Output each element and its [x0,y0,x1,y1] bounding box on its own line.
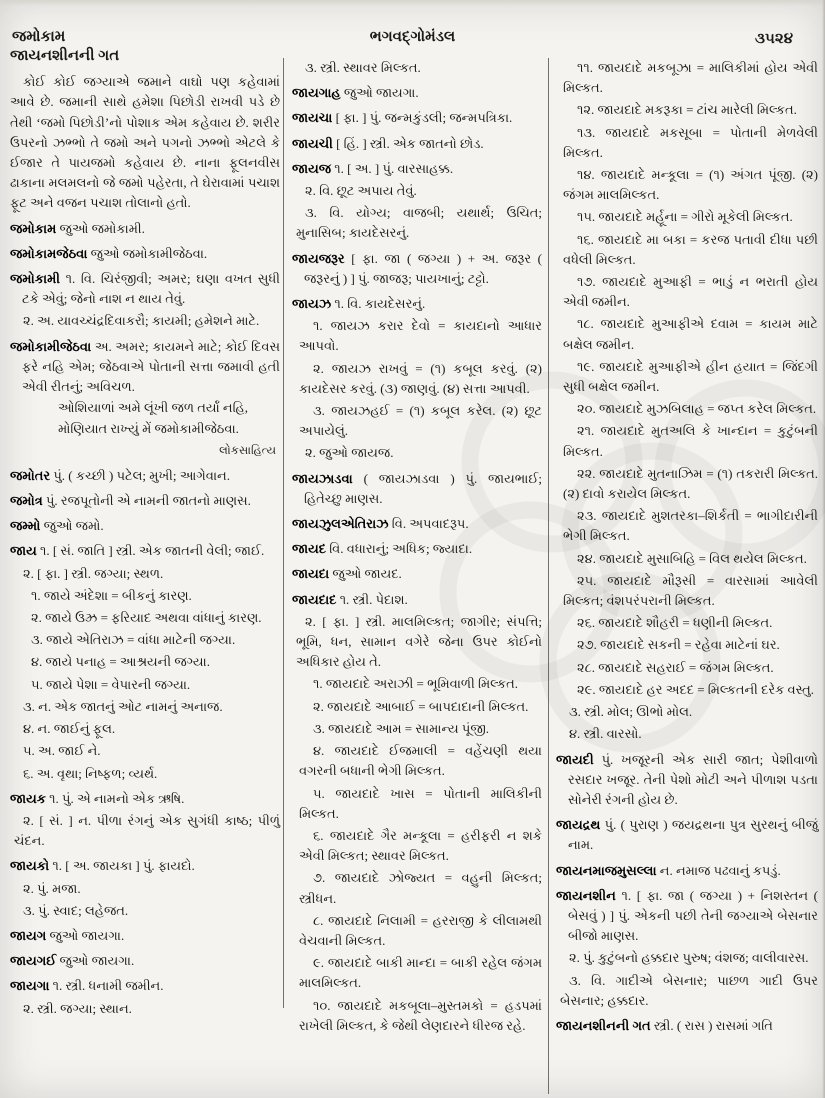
headword: જાયનમાજમુસલ્લા [556,862,657,878]
headword: જાયજ [292,160,332,176]
idiom-phrase-line [556,549,818,569]
entry-text: ૪. સ્ત્રી. વારસો. [569,726,642,742]
entry-text: ૨. જુઓ જાયજ. [305,445,394,461]
entry-text: જુઓ જમો. [43,518,104,534]
sense-line [10,564,280,584]
idiom-phrase-line [556,399,818,419]
verse-line [10,419,280,439]
idiom-phrase-line [556,123,818,163]
headword: જમોતર [10,467,51,483]
headword: જાયઝ [292,296,332,312]
entry-text: સ્ત્રી. ( રાસ ) રાસમાં ગતિ [653,1017,773,1033]
entry-text: ( જાયઝાડવા ) પું. જાયભાઈ; હિતેચ્છુ માણસ. [304,470,542,506]
continuation-paragraph [10,72,280,213]
headword: જાયનશીન [556,887,616,903]
entry-text: પું. ( કચ્છી ) પટેલ; મુખી; આગેવાન. [53,467,230,483]
dictionary-entry [292,134,542,154]
dictionary-entry [10,856,280,876]
idiom-phrase-line [292,719,542,739]
entry-text: ૧૭. જાયદાદે મુઆફી = ભાડું ન ભરાતી હોય એવી જમીન. [563,274,818,310]
idiom-phrase-line [292,868,542,908]
idiom-phrase-line [556,230,818,270]
entry-text: અ. અમર; કાયમને માટે; કોઈ દિવસ ફરે નહિ એમ; જેઠવાએ પોતાની સત્તા જમાવી હતી એવી રીતનું; અવિચળ. [22,338,281,395]
entry-text: વિ. વધારાનું; અધિક; જ્યાદા. [329,541,473,557]
dictionary-entry [292,539,542,559]
dictionary-entry [10,541,280,561]
dictionary-entry [10,516,280,536]
idiom-phrase-line [556,571,818,611]
dictionary-entry [10,269,280,309]
entry-text: કોઈ કોઈ જગ્યાએ જમાને વાઘો પણ કહેવામાં આવે છે. જમાની સાથે હમેશા પિછોડી રાખવી પડે છે તેથી ‘જમો પિછોડી’નો પોશાક એમ કહેવાય છે. શરીર ઉપરનો ઝભ્ભો તે જમો અને પગનો ઝભ્ભો એટલે કે ઈજાર તે પાયજમો કહેવાય છે. નાના ફૂલનવીસ ઢાકાના મલમલનો જે જમો પહેરતા, તે ઘેરાવામાં પચાશ ફૂટ અને વજન પચાશ તોલાનો હતો. [10,74,280,211]
sense-line [556,971,818,1011]
idiom-phrase-line [292,316,542,356]
idiom-phrase-line [556,506,818,546]
entry-text: જુઓ જમોકામીજેઠવા. [90,245,208,261]
entry-text: ૨. સ્ત્રી. જગ્યા; સ્થાન. [23,1000,132,1016]
entry-text: ૧. વિ. ચિરંજીવી; અમર; ઘણા વખત સુધી ટકે એવું; જેનો નાશ ન થાય તેવું. [22,271,280,307]
entry-text: [ ફા. જા ( જગ્યા ) + અ. જરૂર ( જરૂરનું ) ] પું. જાજરૂ; પાયખાનું; ટટ્ટો. [304,250,543,286]
entry-text: ૧. વિ. કાયદેસરનું. [334,296,426,312]
entry-text: ૨. જાયદાદે આબાઈ = બાપદાદાની મિલ્કત. [313,698,529,714]
idiom-phrase-line [556,165,818,205]
entry-text: ૧૧. જાયદાદે મકબૂઝા = માલિકીમાં હોય એવી મિલ્કત. [563,60,818,96]
entry-text: ૨૫. જાયદાદે મૌરૂસી = વારસામાં આવેલી મિલ્કત; વંશપરંપરાની મિલ્કત. [563,572,818,609]
headword: જાયદા [292,566,330,582]
entry-text: જુઓ જાયદ. [332,566,402,582]
headword: જાયક [10,790,46,806]
entry-text: પું. ( પુરાણ ) જયદ્રથના પુત્ર સુરથનું બીજું નામ. [568,817,818,853]
dictionary-entry [10,337,280,398]
sense-line [292,181,542,201]
dictionary-entry [10,926,280,946]
entry-text: ૫. જાયદાદે ખાસ = પોતાની માલિકીની મિલ્કત. [299,785,542,821]
entry-text: ૫. જાયે પેશા = વેપારની જગ્યા. [31,676,191,692]
headword: જાયદી [556,751,594,767]
entry-text: ૪. ન. જાઈનું ફૂલ. [23,721,116,737]
idiom-phrase-line [292,674,542,694]
dictionary-entry [556,1016,818,1036]
dictionary-entry [556,861,818,881]
dictionary-entry [10,491,280,511]
entry-text: જુઓ જાયગા. [59,953,135,969]
dictionary-entry [292,294,542,314]
entry-text: ૨૮. જાયદાદે સહરાઈ = જંગમ મિલ્કત. [577,659,774,675]
headword: જાયગ [10,927,47,943]
entry-text: ૧. સ્ત્રી. ધનામી જમીન. [52,978,164,994]
entry-text: ૩. ન. એક જાતનું ઓટ નામનું અનાજ. [23,698,223,714]
entry-text: ૨. પું. કુટુંબનો હક્કદાર પુરુષ; વંશજ; વાલીવારસ. [569,950,809,966]
running-head-first-word: જમોકામ [12,29,66,45]
attribution [10,441,280,461]
entry-text: ૨૪. જાયદાદે મુસાબિહિ = વિલ થયેલ મિલ્કત. [577,550,807,566]
headword: જમોકામજેઠવા [10,245,88,261]
sense-line [556,724,818,744]
entry-text: ૨. પું. મજા. [23,880,81,896]
scan-edge-top [0,0,825,6]
idiom-phrase-line [556,357,818,397]
column-2 [292,56,542,1036]
column-1 [10,46,280,1019]
entry-text: ૧૨. જાયદાદે મકરૂકા = ટાંચ મારેલી મિલ્કત. [577,102,797,118]
entry-text: ૨૩. જાયદાદે મુશતરકા–શિર્કતી = ભાગીદારીની ભેગી મિલ્કત. [563,508,818,544]
entry-text: ૬. જાયદાદે ગૈર મન્કૂલા = હરીફરી ન શકે એવી મિલ્કત; સ્થાવર મિલ્કત. [299,827,542,864]
idiom-phrase-line [556,272,818,312]
idiom-phrase-line [556,464,818,504]
entry-text: ૨. [ સં. ] ન. પીળા રંગનું એક સુગંધી કાષ્ઠ; પીળું ચંદન. [14,812,280,849]
idiom-phrase-line [556,100,818,120]
column-divider-right [548,58,549,1094]
headword: જાયઝુલએતિરાઝ [292,516,389,532]
headword: જાય [10,543,37,559]
entry-text: ૧. પું. એ નામનો એક ઋષિ. [49,790,185,806]
section-heading [10,46,280,66]
idiom-phrase-line [556,314,818,354]
headword: જમોકામીજેઠવા [10,338,92,354]
headword: જાયદ્રથ [556,817,601,833]
entry-text: ૨. અ. યાવચ્ચંદ્રદિવાકરૌ; કાયમી; હમેશને માટે. [23,313,260,329]
column-3 [556,56,818,1036]
entry-text: ૧. [ અ. જાયકા ] પું. ફાયદો. [52,858,195,874]
sense-line [10,741,280,761]
entry-text: ૨. [ ફા. ] સ્ત્રી. જગ્યા; સ્થળ. [23,565,164,581]
verse-line [10,398,280,418]
dictionary-entry [10,976,280,996]
idiom-phrase-line [292,784,542,824]
entry-text: ૪. જાયદાદે ઈજમાલી = વહેંચણી થયા વગરની બધાની ભેગી મિલ્કત. [299,743,542,779]
sense-line [10,999,280,1019]
entry-text: ૨૦. જાયદાદે મુઝબિલાહ = જપ્ત કરેલ મિલ્કત. [577,401,817,417]
sense-line [10,719,280,739]
idiom-phrase-line [10,675,280,695]
sense-line [10,697,280,717]
entry-text: ૨. જાયઝ રાખવું = (૧) કબૂલ કરવું. (૨) કાયદેસર કરવું. (૩) જાણવું. (૪) સત્તા આપવી. [299,360,542,396]
entry-text: ૩. જાયે એતિરાઝ = વાંધા માટેની જગ્યા. [31,632,236,648]
entry-text: ૨. [ ફા. ] સ્ત્રી. માલમિલ્કત; જાગીર; સંપત્તિ; ભૂમિ, ધન, સામાન વગેરે જેના ઉપર કોઈનો અધિકાર હોય તે. [296,613,542,670]
idiom-phrase-line [292,359,542,399]
entry-text: ઓશિયાળાં અમે લૂંખી જળ તર્યાં નહિ, [58,400,249,416]
idiom-phrase-line [292,996,542,1036]
entry-text: ૧૦. જાયદાદે મકબૂલા–મુસ્તમકો = હડપમાં રાખેલી મિલ્કત, કે જેથી લેણદારને ધીરજ રહે. [299,997,542,1033]
entry-text: ૬. અ. વૃથા; નિષ્ફળ; વ્યર્થ. [23,765,158,781]
dictionary-entry [292,469,542,509]
headword: જાયચા [292,110,333,126]
entry-text: જાયનશીનની ગત [10,48,120,64]
idiom-phrase-line [292,911,542,951]
idiom-phrase-line [556,635,818,655]
sense-line [10,811,280,851]
entry-text: પું. ખજૂરની એક સારી જાત; પેશીવાળો રસદાર ખજૂર. તેની પેશો મોટી અને પીળાશ પડતા સોનેરી રંગની હોય છે. [568,751,819,807]
sense-line [10,764,280,784]
headword: જમોકામ [10,220,57,236]
dictionary-entry [292,590,542,610]
dictionary-entry [10,219,280,239]
entry-text: ૩. જાયઝહઈ = (૧) કબૂલ કરેલ. (૨) છૂટ અપાયેલું. [299,403,542,439]
sense-line [10,901,280,921]
headword: જાયકો [10,858,50,874]
headword: જાયગા [10,978,50,994]
entry-text: ૩. સ્ત્રી. સ્થાવર મિલ્કત. [305,60,421,75]
entry-text: ૯. જાયદાદે બાકી માન્દા = બાકી રહેલ જંગમ માલમિલ્કત. [299,955,542,991]
dictionary-entry [292,249,542,289]
idiom-phrase-line [292,697,542,717]
entry-text: જુઓ જાયગા. [343,85,419,101]
entry-text: ૧. [ અ. ] પું. વારસાહક્ક. [334,160,454,176]
entry-text: લોકસાહિત્ય [219,444,276,457]
entry-text: ૧૫. જાયદાદે મર્હૂના = ગીરો મૂકેલી મિલ્કત. [577,209,793,225]
idiom-phrase-line [556,613,818,633]
idiom-phrase-line [292,401,542,441]
idiom-phrase-line [292,741,542,781]
dictionary-entry [292,514,542,534]
headword: જાયગાહ [292,85,341,101]
idiom-phrase-line [556,207,818,227]
dictionary-entry [556,750,818,811]
dictionary-entry [292,159,542,179]
entry-text: ૧૮. જાયદાદે મુઆફીએ દવામ = કાયમ માટે બક્ષેલ જમીન. [563,316,818,352]
entry-text: ૮. જાયદાદે નિલામી = હરરાજી કે લીલામથી વેચવાની મિલ્કત. [299,912,542,948]
entry-text: [ હિં. ] સ્ત્રી. એક જાતનો છોડ. [336,135,484,151]
headword: જાયચી [292,135,333,151]
dictionary-entry [10,789,280,809]
column-divider-left [283,58,284,1008]
sense-line [10,311,280,331]
entry-text: ૧. જાયદાદે અરાઝી = ભૂમિવાળી મિલ્કત. [313,676,518,692]
entry-text: ૧. સ્ત્રી. પેદાશ. [339,591,408,607]
entry-text: ૧. જાયે અંદેશા = બીકનું કારણ. [31,587,192,603]
headword: જમ્મો [10,518,41,534]
idiom-phrase-line [292,953,542,993]
entry-text: ૧૯. જાયદાદે મુઆફીએ હીન હયાત = જિંદગી સુધી બક્ષેલ જમીન. [563,358,818,395]
sense-line [10,879,280,899]
dictionary-entry [10,466,280,486]
entry-text: ૨૭. જાયદાદે સકની = રહેવા માટેનાં ઘર. [577,637,780,653]
dictionary-entry [292,83,542,103]
sense-line [292,203,542,243]
headword: જાયદ [292,541,326,557]
entry-text: ૫. અ. જાઈ ને. [23,743,101,759]
idiom-phrase-line [556,58,818,98]
entry-text: જુઓ જાયગા. [49,927,125,943]
entry-text: પું. રજપૂતોની એ નામની જાતનો માણસ. [45,493,251,509]
running-head [0,28,825,48]
idiom-phrase-line [10,586,280,606]
page-number: ૩૫૨૪ [755,31,793,47]
entry-text: ૭. જાયદાદે ઝોજ્યત = વહુની મિલ્કત; સ્ત્રીધન. [299,870,542,906]
entry-text: ન. નમાજ પઢવાનું કપડું. [659,862,781,878]
dictionary-entry [292,108,542,128]
entry-text: ૨૬. જાયદાદે શૌહરી = ધણીની મિલ્કત. [577,615,773,631]
dictionary-entry [292,564,542,584]
idiom-phrase-line [10,652,280,672]
entry-text: ૩. સ્ત્રી. મોલ; ઊભો મોલ. [569,704,693,720]
sense-line [556,702,818,722]
sense-line [292,58,542,78]
headword: જાયઝાડવા [292,470,353,486]
entry-text: ૨. વિ. છૂટ અપાય તેવું. [305,183,417,199]
sense-line [292,443,542,463]
entry-text: ૧૬. જાયદાદે મા બકા = કરજ પતાવી દીધા પછી વધેલી મિલ્કત. [563,231,818,267]
entry-text: ૧૩. જાયદાદે મકસૂબા = પોતાની મેળવેલી મિલ્કત. [563,124,818,160]
entry-text: વિ. અપવાદરૂપ. [391,516,469,532]
dictionary-entry [10,951,280,971]
sense-line [556,948,818,968]
headword: જાયગઈ [10,953,57,969]
entry-text: ૩. પું. સ્વાદ; લહેજત. [23,902,129,918]
headword: જાયનશીનની ગત [556,1017,651,1033]
entry-text: ૩. વિ. યોગ્ય; વાજબી; યથાર્થ; ઉચિત; મુનાસિબ; કાયદેસરનું. [296,205,542,241]
entry-text: ૩. વિ. ગાદીએ બેસનાર; પાછળ ગાદી ઉપર બેસનાર; હક્કદાર. [560,972,818,1008]
entry-text: ૧૪. જાયદાદે મન્કૂલા = (૧) અંગત પૂંજી. (૨) જંગમ માલમિલ્કત. [563,167,818,203]
dictionary-entry [556,886,818,947]
entry-text: ૨૧. જાયદાદે મુતઅલિ કે ખાન્દાન = કુટુંબની મિલ્કત. [563,423,818,459]
dictionary-entry [556,815,818,855]
idiom-phrase-line [556,680,818,700]
entry-text: મોણિયાત રાખ્યું મેં જમોકામીજેઠવા. [58,421,239,437]
entry-text: ૨૨. જાયદાદે મુતનાઝિમ = (૧) તકરારી મિલ્કત. (૨) દાવો કરાયેલ મિલ્કત. [563,465,818,502]
idiom-phrase-line [10,630,280,650]
entry-text: ૧. જાયઝ કરાર દેવો = કાયદાનો આધાર આપવો. [299,318,542,354]
idiom-phrase-line [292,826,542,866]
dictionary-entry [10,244,280,264]
book-title: ભગવદ્ગોમંડલ [369,29,456,45]
headword: જાયદાદ [292,591,337,607]
sense-line [292,612,542,673]
headword: જાયજરૂર [292,250,345,266]
headword: જમોકામી [10,271,60,287]
entry-text: ૪. જાયે પનાહ = આશ્રયની જગ્યા. [31,654,210,670]
idiom-phrase-line [556,658,818,678]
entry-text: ૧. [ ફા. જા ( જગ્યા ) + નિશસ્તન ( બેસવું ) ] પું. એકની પછી તેની જગ્યાએ બેસનાર બીજો માણસ. [568,887,819,944]
entry-text: ૨. જાયે ઉઝ્ર = ફરિયાદ અથવા વાંધાનું કારણ. [31,610,262,626]
headword: જમોત્ર [10,493,43,509]
idiom-phrase-line [556,421,818,461]
entry-text: [ ફા. ] પું. જન્મકુંડલી; જન્મપત્રિકા. [335,110,513,126]
entry-text: જુઓ જમોકામી. [59,220,145,236]
idiom-phrase-line [10,608,280,628]
entry-text: ૩. જાયદાદે આમ = સામાન્ય પૂંજી. [313,720,489,736]
entry-text: ૨૯. જાયદાદે હર અદદ = મિલ્કતની દરેક વસ્તુ. [577,681,814,697]
entry-text: ૧. [ સં. જાતિ ] સ્ત્રી. એક જાતની વેલી; જાઈ. [39,543,265,559]
